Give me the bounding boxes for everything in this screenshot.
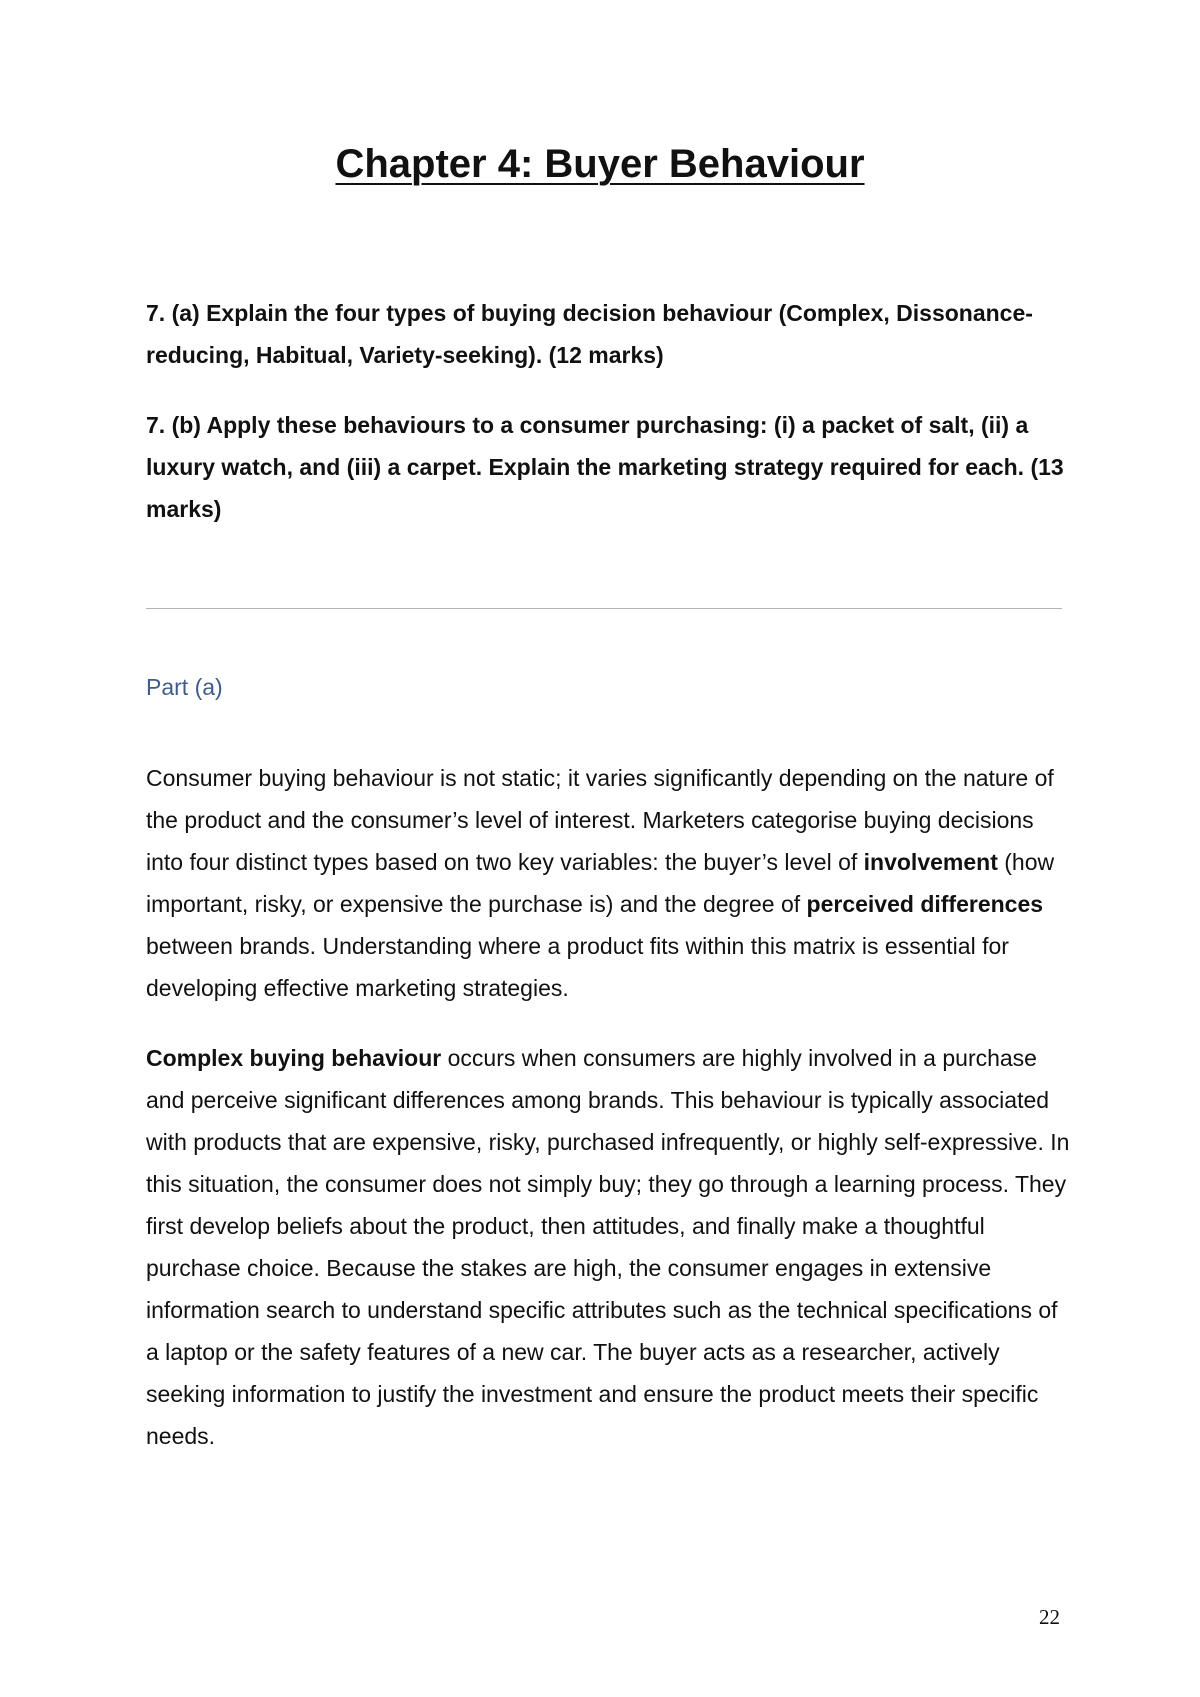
bold-term-involvement: involvement <box>863 849 998 875</box>
question-block <box>146 292 1066 558</box>
horizontal-divider <box>146 608 1062 609</box>
paragraph-introduction <box>146 757 1070 1009</box>
bold-term-complex-buying: Complex buying behaviour <box>146 1045 442 1071</box>
paragraph-complex-buying <box>146 1037 1070 1457</box>
paragraph-text: occurs when consumers are highly involved in a purchase and perceive significant differences among brands. This behaviour is typically associated with products that are expensive, risky, purchased infrequently, or highly self-expressive. In this situation, the consumer does not simply buy; they go through a learning process. They first develop beliefs about the product, then attitudes, and finally make a thoughtful purchase choice. Because the stakes are high, the consumer engages in extensive information search to understand specific attributes such as the technical specifications of a laptop or the safety features of a new car. The buyer acts as a researcher, actively seeking information to justify the investment and ensure the product meets their specific needs. <box>146 1045 1070 1449</box>
page-number: 22 <box>1039 1605 1060 1629</box>
paragraph-text: between brands. Understanding where a product fits within this matrix is essential for developing effective marketing strategies. <box>146 933 1009 1001</box>
part-a-heading: Part (a) <box>146 674 223 700</box>
question-7a: 7. (a) Explain the four types of buying decision behaviour (Complex, Dissonance-reducing, Habitual, Variety-seeking). (12 marks) <box>146 300 1033 368</box>
bold-term-perceived-differences: perceived differences <box>806 891 1044 917</box>
answer-body <box>146 757 1070 1485</box>
paragraph-text: (how important, risky, or expensive the purchase is) and the degree of <box>146 849 1055 917</box>
question-7b: 7. (b) Apply these behaviours to a consumer purchasing: (i) a packet of salt, (ii) a luxury watch, and (iii) a carpet. Explain the marketing strategy required for each. (13 marks) <box>146 412 1064 522</box>
chapter-title: Chapter 4: Buyer Behaviour <box>335 142 865 186</box>
paragraph-text: Consumer buying behaviour is not static; it varies significantly depending on the nature of the product and the consumer’s level of interest. Marketers categorise buying decisions into four distinct types based on two key variables: the buyer’s level of <box>146 765 1054 875</box>
